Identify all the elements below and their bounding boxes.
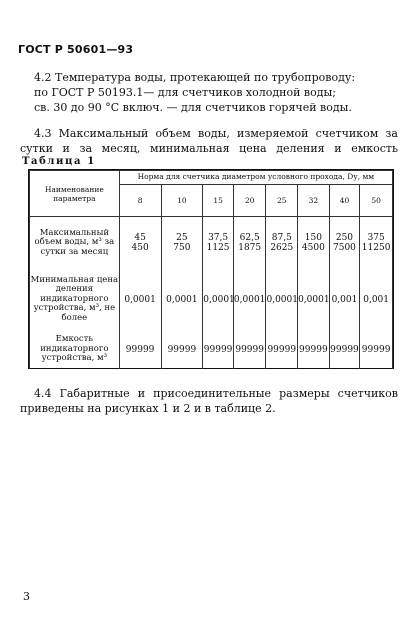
value: 375 bbox=[367, 232, 385, 243]
table-row bbox=[30, 269, 393, 331]
value: 150 bbox=[304, 232, 322, 243]
table-row bbox=[30, 331, 393, 369]
value: 450 bbox=[131, 242, 149, 253]
param-cell: Максимальный объем воды, м³ за сутки за месяц bbox=[30, 217, 120, 269]
value: 2625 bbox=[270, 242, 294, 253]
norm-header: Норма для счетчика диаметром условного прохода, Dу, мм bbox=[119, 171, 392, 185]
value: 45 bbox=[134, 232, 146, 243]
value-cell bbox=[266, 217, 298, 269]
value: 11250 bbox=[361, 242, 391, 253]
value: 1875 bbox=[238, 242, 262, 253]
diameter-header: 20 bbox=[233, 185, 266, 217]
value-cell: 99999 bbox=[203, 331, 234, 369]
paragraph-line: 4.2 Температура воды, протекающей по трубопроводу: bbox=[34, 71, 356, 84]
value: 4500 bbox=[301, 242, 325, 253]
value: 37,5 bbox=[208, 232, 229, 243]
table-caption: Таблица 1 bbox=[22, 156, 96, 167]
value-cell: 0,0001 bbox=[266, 269, 298, 331]
value: 250 bbox=[335, 232, 354, 243]
value-cell: 99999 bbox=[233, 331, 266, 369]
diameter-header: 10 bbox=[161, 185, 203, 217]
paragraph-line: 4.4 Габаритные и присоединительные размеры счетчиков приведены на рисунках 1 и 2 и в таблице 2. bbox=[20, 387, 398, 415]
value-cell: 99999 bbox=[266, 331, 298, 369]
paragraph-line: по ГОСТ Р 50193.1— для счетчиков холодной воды; bbox=[34, 86, 336, 99]
param-header: Наименование параметра bbox=[30, 171, 120, 217]
diameter-header: 15 bbox=[203, 185, 234, 217]
value-cell: 0,0001 bbox=[161, 269, 203, 331]
value: 25 bbox=[176, 232, 188, 243]
value: 62,5 bbox=[239, 232, 260, 243]
value: 87,5 bbox=[271, 232, 292, 243]
value: 1125 bbox=[206, 242, 230, 253]
diameter-header: 8 bbox=[119, 185, 161, 217]
value-cell bbox=[233, 217, 266, 269]
value-cell bbox=[329, 217, 360, 269]
document-header: ГОСТ Р 50601—93 bbox=[18, 43, 134, 56]
table-row bbox=[30, 217, 393, 269]
paragraph-4-2 bbox=[20, 70, 398, 115]
diameter-header: 25 bbox=[266, 185, 298, 217]
value-cell bbox=[298, 217, 330, 269]
diameter-header: 32 bbox=[298, 185, 330, 217]
value-cell bbox=[119, 217, 161, 269]
paragraph-line: 4.3 Максимальный объем воды, измеряемой счетчиком за сутки и за месяц, минимальная цена деления и емкость bbox=[20, 127, 398, 155]
value: 7500 bbox=[333, 242, 356, 253]
param-cell: Емкость индикаторного устройства, м³ bbox=[30, 331, 120, 369]
value-cell: 0,001 bbox=[329, 269, 360, 331]
table-1 bbox=[28, 169, 394, 369]
value-cell: 99999 bbox=[119, 331, 161, 369]
value-cell: 0,0001 bbox=[298, 269, 330, 331]
value-cell: 99999 bbox=[298, 331, 330, 369]
value-cell: 99999 bbox=[329, 331, 360, 369]
paragraph-4-3 bbox=[20, 126, 398, 156]
value-cell bbox=[360, 217, 393, 269]
diameter-header: 50 bbox=[360, 185, 393, 217]
page-number: 3 bbox=[23, 590, 30, 603]
value-cell: 99999 bbox=[360, 331, 393, 369]
value: 750 bbox=[173, 242, 191, 253]
paragraph-line: св. 30 до 90 °С включ. — для счетчиков горячей воды. bbox=[34, 101, 352, 114]
param-cell: Минимальная цена деления индикаторного устройства, м³, не более bbox=[30, 269, 120, 331]
value-cell: 0,0001 bbox=[203, 269, 234, 331]
value-cell: 0,0001 bbox=[233, 269, 266, 331]
value-cell bbox=[203, 217, 234, 269]
value-cell: 99999 bbox=[161, 331, 203, 369]
value-cell: 0,0001 bbox=[119, 269, 161, 331]
paragraph-4-4 bbox=[20, 386, 398, 416]
value-cell bbox=[161, 217, 203, 269]
diameter-header: 40 bbox=[329, 185, 360, 217]
value-cell: 0,001 bbox=[360, 269, 393, 331]
